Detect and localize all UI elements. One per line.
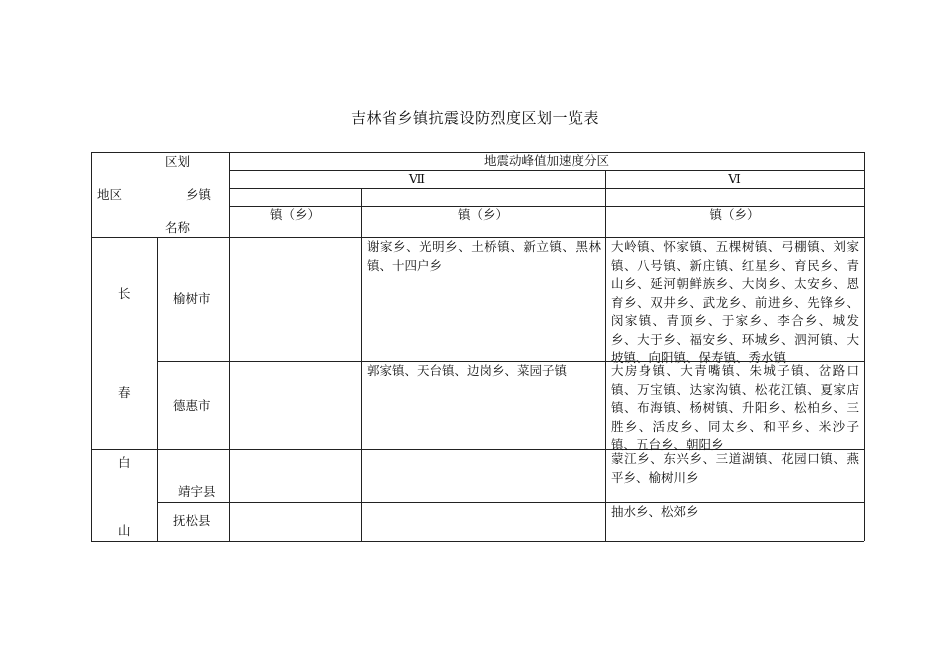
- zone-vi-cell: 大房身镇、大青嘴镇、朱城子镇、岔路口镇、万宝镇、达家沟镇、松花江镇、夏家店镇、布海镇、杨树镇、升阳乡、松柏乡、三胜乡、活皮乡、同太乡、和平乡、米沙子镇、五台乡、朝阳乡: [611, 363, 859, 452]
- region-char: 长: [118, 286, 131, 301]
- zone-vi-cell: 大岭镇、怀家镇、五棵树镇、弓棚镇、刘家镇、八号镇、新庄镇、红星乡、育民乡、青山乡、延河朝鲜族乡、大岗乡、太安乡、恩育乡、双井乡、武龙乡、前进乡、先锋乡、闵家镇、青顶乡、于家乡、李合乡、城发乡、大于乡、福安乡、环城乡、泗河镇、大坡镇、向阳镇、保寿镇、秀水镇: [611, 239, 859, 365]
- zone-vi-cell: 抽水乡、松郊乡: [611, 504, 699, 519]
- region-char: 白: [118, 455, 131, 470]
- col-line: [361, 188, 362, 541]
- region-char: 山: [118, 523, 131, 538]
- county-name: 抚松县: [173, 513, 211, 528]
- corner-label-bottom: 名称: [165, 220, 191, 235]
- corner-label-top: 区划: [165, 154, 191, 169]
- corner-label-left: 地区: [97, 187, 123, 202]
- page-title: 吉林省乡镇抗震设防烈度区划一览表: [350, 109, 599, 127]
- table-border-left: [91, 152, 92, 541]
- zone-vi-cell: 蒙江乡、东兴乡、三道湖镇、花园口镇、燕平乡、榆树川乡: [611, 451, 859, 485]
- col-line: [157, 237, 158, 541]
- county-name: 靖宇县: [178, 484, 216, 499]
- col-line: [605, 170, 606, 541]
- unit-header-col1: 镇（乡）: [269, 207, 320, 222]
- zone-vii-cell: 郭家镇、天台镇、边岗乡、菜园子镇: [367, 363, 568, 378]
- row-line: [229, 188, 864, 189]
- region-char: 春: [118, 385, 131, 400]
- table-border-bottom: [91, 541, 864, 542]
- corner-label-mid: 乡镇: [186, 187, 212, 202]
- unit-header-vii: 镇（乡）: [457, 207, 508, 222]
- zone-vii-cell: 谢家乡、光明乡、土桥镇、新立镇、黑林镇、十四户乡: [367, 239, 601, 273]
- table-border-right: [864, 152, 865, 541]
- zone-vi-header: Ⅵ: [728, 171, 741, 186]
- unit-header-vi: 镇（乡）: [709, 207, 760, 222]
- zone-group-header: 地震动峰值加速度分区: [483, 153, 609, 168]
- zone-vii-header: Ⅶ: [408, 171, 426, 186]
- county-name: 德惠市: [173, 398, 211, 413]
- county-name: 榆树市: [173, 291, 211, 306]
